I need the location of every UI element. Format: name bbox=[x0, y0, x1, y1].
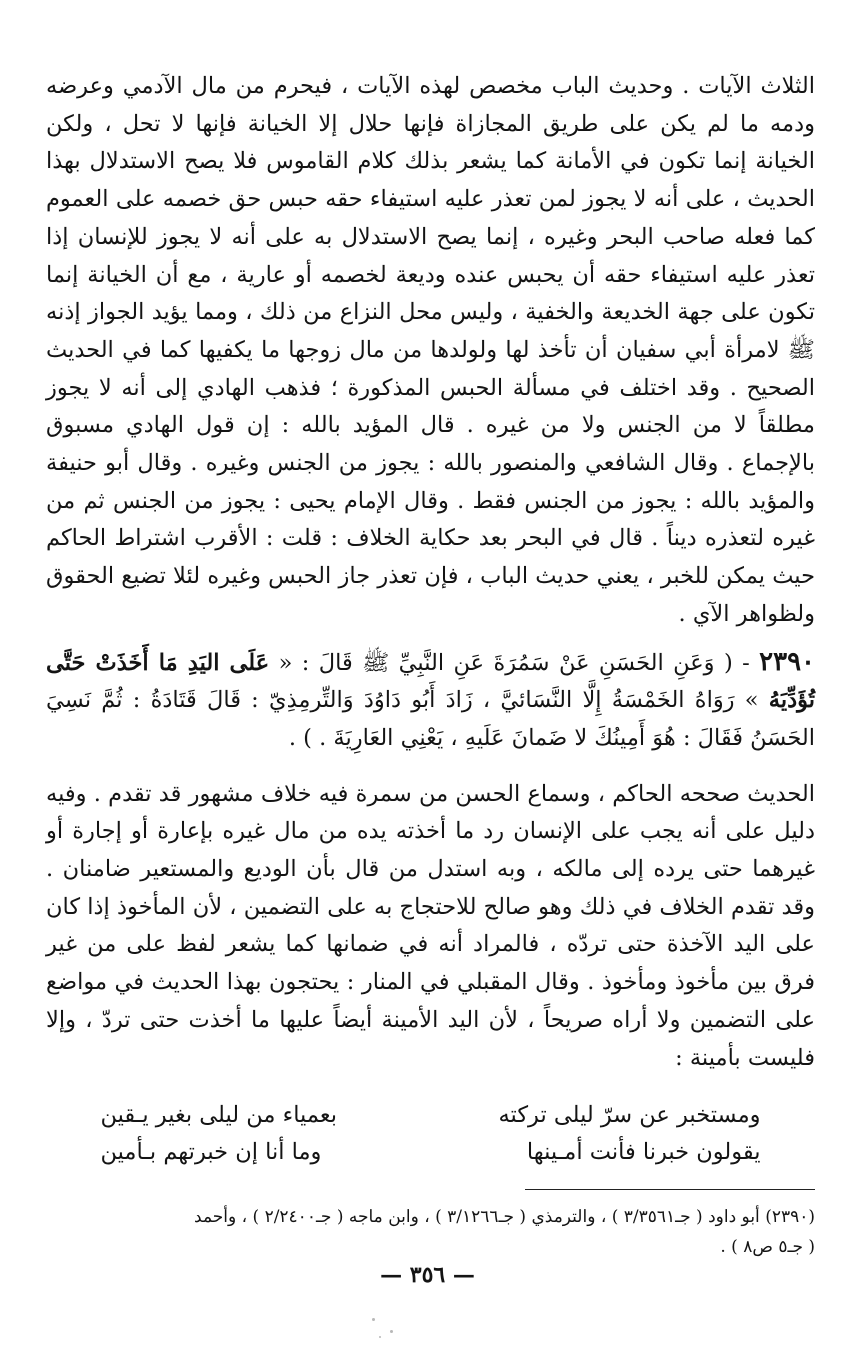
hadith-text-bold: عَلَى اليَدِ مَا أَخَذَتْ حَتَّى تُؤَدِّيَهُ bbox=[46, 649, 815, 714]
poem bbox=[101, 1097, 761, 1171]
poem-line bbox=[101, 1134, 761, 1171]
poem-hemistich-second: بعمياء من ليلى بغير يـقين bbox=[100, 1102, 337, 1129]
poem-hemistich-first: يقولون خبرنا فأنت أمـينها bbox=[526, 1139, 761, 1166]
hadith-block bbox=[46, 644, 815, 758]
footnote-line-2: ( جـ٥ ص٨ ) . bbox=[720, 1237, 815, 1258]
hadith-intro: ( وَعَنِ الحَسَنِ عَنْ سَمُرَةَ عَنِ النَّبِيِّ ﷺ قَالَ : « bbox=[269, 649, 733, 676]
poem-hemistich-second: وما أنا إن خبرتهم بـأمين bbox=[100, 1139, 322, 1166]
scan-speck bbox=[379, 1336, 381, 1338]
scan-speck bbox=[372, 1318, 375, 1321]
hadith-dash: - bbox=[732, 649, 760, 676]
body-paragraph: الثلاث الآيات . وحديث الباب مخصص لهذه الآيات ، فيحرم من مال الآدمي وعرضه ودمه ما لم يكن على طريق المجازاة فإنها حلال إلا الخيانة فإنها لا تحل ، ولكن الخيانة إنما تكون في الأمانة كما يشعر بذلك كلام القاموس فلا يصح الاستدلال بهذا الحديث ، على أنه لا يجوز لمن تعذر عليه استيفاء حقه حبس حق خصمه على العموم كما فعله صاحب البحر وغيره ، إنما يصح الاستدلال به على أنه لا يجوز للإنسان إذا تعذر عليه استيفاء حقه أن يحبس عنده وديعة لخصمه أو عارية ، مع أن الخيانة إنما تكون على جهة الخديعة والخفية ، وليس محل النزاع من ذلك ، ومما يؤيد الجواز إذنه ﷺ لامرأة أبي سفيان أن تأخذ لها ولولدها من مال زوجها ما يكفيها كما في الحديث الصحيح . وقد اختلف في مسألة الحبس المذكورة ؛ فذهب الهادي إلى أنه لا يجوز مطلقاً لا من الجنس ولا من غيره . قال المؤيد بالله : إن قول الهادي مسبوق بالإجماع . وقال الشافعي والمنصور بالله : يجوز من الجنس وغيره . وقال أبو حنيفة والمؤيد بالله : يجوز من الجنس فقط . وقال الإمام يحيى : يجوز من الجنس ثم من غيره لتعذره ديناً . قال في البحر بعد حكاية الخلاف : قلت : الأقرب اشتراط الحاكم حيث يمكن للخبر ، يعني حديث الباب ، فإن تعذر جاز الحبس وغيره لئلا تضيع الحقوق ولظواهر الآي . bbox=[46, 73, 815, 627]
hadith-number: ٢٣٩٠ bbox=[759, 646, 815, 677]
footnote bbox=[46, 1202, 815, 1262]
hadith-narration: » رَوَاهُ الخَمْسَةُ إِلَّا النَّسَائيَّ ، زَادَ أَبُو دَاوُدَ وَالتِّرمِذِيّ : قَالَ قَتَادَةُ : ثُمَّ نَسِيَ الحَسَنُ فَقَالَ : هُوَ أَمِينُكَ لا ضَمانَ عَلَيهِ ، يَعْنِي العَارِيَةَ . ) . bbox=[46, 687, 815, 751]
footnote-divider bbox=[525, 1189, 815, 1190]
poem-hemistich-first: ومستخبر عن سرّ ليلى تركته bbox=[498, 1102, 761, 1129]
page-number: — ٣٥٦ — bbox=[380, 1262, 475, 1288]
poem-line bbox=[101, 1097, 761, 1134]
footnote-line-1: (٢٣٩٠) أبو داود ( جـ٣/٣٥٦١ ) ، والترمذي ( جـ٣/١٢٦٦ ) ، وابن ماجه ( جـ٢/٢٤٠٠ ) ، وأحمد bbox=[194, 1207, 815, 1228]
scan-speck bbox=[390, 1330, 393, 1333]
commentary-paragraph: الحديث صححه الحاكم ، وسماع الحسن من سمرة فيه خلاف مشهور قد تقدم . وفيه دليل على أنه يجب على الإنسان رد ما أخذته يده من مال غيره بإعارة أو إجارة أو غيرهما حتى يرده إلى مالكه ، وبه استدل من قال بأن الوديع والمستعير ضامنان . وقد تقدم الخلاف في ذلك وهو صالح للاحتجاج به على التضمين ، لأن المأخوذ إذا كان على اليد الآخذة حتى تردّه ، فالمراد أنه في ضمانها كما يشعر لفظ على من غير فرق بين مأخوذ ومأخوذ . وقال المقبلي في المنار : يحتجون بهذا الحديث في مواضع على التضمين ولا أراه صريحاً ، لأن اليد الأمينة أيضاً عليها ما أخذت حتى تردّ ، وإلا فليست بأمينة : bbox=[46, 780, 815, 1071]
